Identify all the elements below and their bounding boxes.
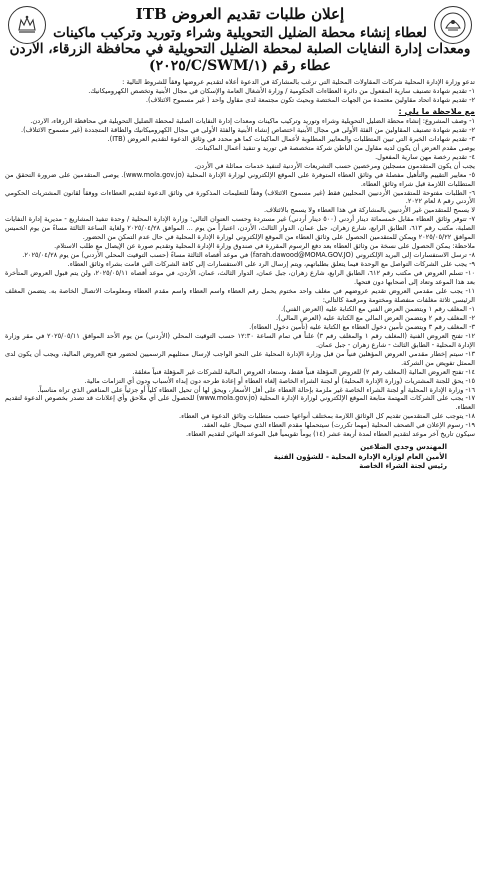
note-item: ٢- المغلف رقم ٢ ويتضمن العرض المالي مع الكتابة عليه (العرض المالي).: [275, 313, 475, 322]
note-item: ٣- المغلف رقم ٣ ويتضمن تأمين دخول العطاء مع الكتابة عليه (تأمين دخول العطاء).: [249, 322, 475, 331]
note-item: ١٩- رسوم الإعلان في الصحف المحلية (مهما تكررت) سيتحملها مقدم العطاء الذي سيحال عليه العقد.: [201, 421, 475, 430]
tender-subtitle-line1: لعطاء إنشاء محطة الضليل التحويلية وشراء وتوريد وتركيب ماكينات: [53, 24, 427, 41]
note-item: ٥- معايير التقييم والتأهيل مفصلة في وثائق العطاء المتوفرة على الموقع الإلكتروني لوزارة الإدارة المحلية (www.mola.gov.jo). يوصى المتقدمين على ضرورة التحقق من المتطلبات اللازمة قبل شراء وثائق العطاء.: [5, 170, 475, 188]
note-item: ٧- تتوفر وثائق العطاء مقابل خمسمائة دينار أردني (٥٠٠ دينار أردني) غير مستردة وحسب العنوان التالي: وزارة الإدارة المحلية / وحدة تنفيذ المشاريع - مديرية إدارة النفايات الصلبة، مكتب رقم ٦١٣، الطابق الرابع، شارع زهران، جبل عمان، الدوار الثالث، الأردن، اعتباراً من يوم ... الموافق ٢٠٢٥/٠٤/٢٨ ولغاية الساعة الثالثة مساءً من يوم الخميس الموافق ٢٠٢٥/٠٥/٢٢ ويمكن للمتقدمين الحصول على وثائق العطاء من الموقع الإلكتروني لوزارة الإدارة المحلية في حال عدم التمكن من الحضور.: [5, 215, 475, 242]
signatory-name: المهندس وجدي الضلاعين: [360, 443, 447, 452]
note-item: لا يسمح للمتقدمين غير الأردنيين بالمشاركة في هذا العطاء ولا يسمح بالائتلاف.: [264, 206, 475, 215]
signature-block: [5, 443, 475, 471]
note-item: ١٦- وزارة الإدارة المحلية أو لجنة الشراء الخاصة غير ملزمة بإحالة العطاء على أقل الأسعار، ويحق لها أن تحيل العطاء كلياً أو جزئياً على المناقص الذي تراه مناسباً.: [37, 385, 475, 394]
notes-list: [5, 117, 475, 439]
note-item: ١٣- سيتم إخطار مقدمي العروض المؤهلين فنياً من قبل وزارة الإدارة المحلية على النحو الواجب لإرسال ممثليهم الرسميين لحضور فتح العروض المالية، ويجب أن يكون لدى الممثل تفويض من الشركة.: [5, 349, 475, 367]
signatory-title: الأمين العام لوزارة الإدارة المحلية - للشؤون الفنية: [273, 452, 447, 461]
note-item: ٦- الطلبات مفتوحة للمتقدمين الأردنيين المحليين فقط (غير مسموح الائتلاف) وفقاً للتعليمات المذكورة في وثائق الدعوة لتقديم العطاءات ووفقاً لقانون المشتريات الحكومي الأردني رقم ٨ لعام ٢٠٢٢.: [5, 188, 475, 206]
note-item: ٩- يجب على الشركات التواصل مع الوحدة فيما يتعلق بطلباتهم، ويتم إرسال الرد على الاستفسارات إلى كافة الشركات التي قامت بشراء وثائق العطاء.: [67, 260, 475, 269]
note-item: ١١- يجب على مقدمي العروض تقديم عروضهم في مغلف واحد مختوم يحمل رقم العطاء واسم العطاء واسم مقدم العطاء ومعلومات الاتصال الخاصة به. يتضمن المغلف الرئيسي ثلاثة مغلفات منفصلة ومختومة ومرقمة كالتالي:: [5, 287, 475, 304]
intro-paragraph: ١- تقديم شهادة تصنيف سارية المفعول من دائرة العطاءات الحكومية / وزارة الأشغال العامة والإسكان في مجال الأبنية وتخصص الكهروميكانيك.: [88, 87, 475, 95]
signatory-role: رئيس لجنة الشراء الخاصة: [359, 462, 447, 471]
ministry-emblem-icon: [434, 6, 472, 44]
notes-heading: مع ملاحظة ما يلي :: [398, 106, 475, 116]
note-item: ١٧- يجب على الشركات المهتمة متابعة الموقع الإلكتروني لوزارة الإدارة المحلية (www.mola.gov.jo) للحصول على أي ملاحق وأي إعلانات قد تصدر بخصوص الدعوة لتقديم العطاء.: [5, 394, 476, 412]
announcement-title: إعلان طلبات تقديم العروض ITB: [135, 5, 345, 23]
note-item: ٨- ترسل الاستفسارات إلى البريد الإلكتروني (farah.dawood@MOMA.GOV.JO) في موعد أقصاه الثالثة مساءً (حسب التوقيت المحلي الأردني) من يوم ٢٠٢٥/٠٤/٢٨.: [22, 251, 475, 260]
note-item: ٣- تقديم شهادات الخبرة التي تبين المتطلبات والمعايير المطلوبة لأعمال الماكينات كما هو محدد في وثائق الدعوة لتقديم العروض (ITB).: [107, 134, 475, 143]
crown-emblem-icon: [8, 6, 46, 44]
note-item: ملاحظة: يمكن الحصول على نسخة من وثائق العطاء بعد دفع الرسوم المقررة في صندوق وزارة الإدارة المحلية وتقديم صورة عن الإيصال مع طلب الاستلام.: [54, 242, 475, 251]
note-item: يجب أن يكون المتقدمون مسجلين ومرخصين حسب التشريعات الأردنية لتنفيذ خدمات مماثلة في الأردن.: [194, 161, 475, 170]
note-item: ١٠- تسلم العروض في مكتب رقم ٦١٢، الطابق الرابع، شارع زهران، جبل عمان، الدوار الثالث، عمان، الأردن، في موعد أقصاه ٢٠٢٥/٠٥/١١، ولن يتم قبول العروض المتأخرة بعد هذا الموعد وتعاد إلى أصحابها دون فتحها.: [5, 269, 475, 287]
note-item: يوصى مقدم العرض أن يكون لديه مقاول من الباطن شركة متخصصة في توريد و تنفيذ أعمال الماكينات.: [195, 143, 475, 152]
note-item: ١- وصف المشروع: إنشاء محطة الضليل التحويلية وشراء وتوريد وتركيب ماكينات ومعدات إدارة النفايات الصلبة لمحطة الضليل التحويلية في محافظة الزرقاء، الاردن.: [30, 116, 475, 125]
note-item: ١٥- يحق للجنة المشتريات (وزارة الإدارة المحلية) أو لجنة الشراء الخاصة إلغاء العطاء أو إعادة طرحه دون إبداء الأسباب ودون أي التزامات مالية.: [84, 376, 475, 385]
intro-paragraph: ٢- تقديم شهادة اتحاد مقاولين معتمدة من الجهات المختصة وبحيث تكون مجتمعة لدى مقاول واحد ( غير مسموح الائتلاف).: [145, 95, 475, 104]
note-item: ٤- تقديم رخصة مهن سارية المفعول.: [375, 152, 475, 161]
tender-subtitle-line2: ومعدات إدارة النفايات الصلبة لمحطة الضليل التحويلية في محافظة الزرقاء، الاردن: [9, 40, 471, 57]
note-item: ١٨- يتوجب على المتقدمين تقديم كل الوثائق اللازمة بمختلف أنواعها حسب متطلبات وثائق الدعوة في العطاء.: [178, 412, 475, 421]
intro-paragraph: تدعو وزارة الإدارة المحلية شركات المقاولات المحلية التي ترغب بالمشاركة في الدعوة أعلاه لتقديم عروضها وفقاً للشروط التالية :: [122, 78, 475, 87]
note-item: ١٤- تفتح العروض المالية (المغلف رقم ٢) للعروض المؤهلة فنياً فقط، وستعاد العروض المالية للشركات غير المؤهلة فنياً مغلقة.: [132, 367, 475, 376]
note-item: ٢- تقديم شهادة تصنيف المقاولين من الفئة الأولى في مجال الأبنية اختصاص إنشاء الأبنية والفئة الأولى في مجال الكهروميكانيك والطاقة المتجددة (غير مسموح الائتلاف).: [21, 125, 475, 134]
intro-section: [5, 78, 475, 105]
note-item: سيكون تاريخ آخر موعد لتقديم العطاء لمدة أربعة عشر (١٤) يوماً تقويمياً قبل الموعد النهائي لتقديم العطاء.: [186, 430, 475, 439]
note-item: ١- المغلف رقم ١ ويتضمن العرض الفني مع الكتابة عليه (العرض الفني).: [280, 304, 475, 313]
tender-number: عطاء رقم (١/C/SWM/٢٠٢٥): [149, 57, 331, 74]
note-item: ١٢- تفتح العروض الفنية (المغلف رقم ١ والمغلف رقم ٣) علناً في تمام الساعة ١٢:٣٠ حسب التوقيت المحلي (الأردني) من يوم الأحد الموافق ٢٠٢٥/٠٥/١١ في مقر وزارة الإدارة المحلية - الطابق الثالث - شارع زهران - جبل عمان.: [5, 331, 475, 349]
